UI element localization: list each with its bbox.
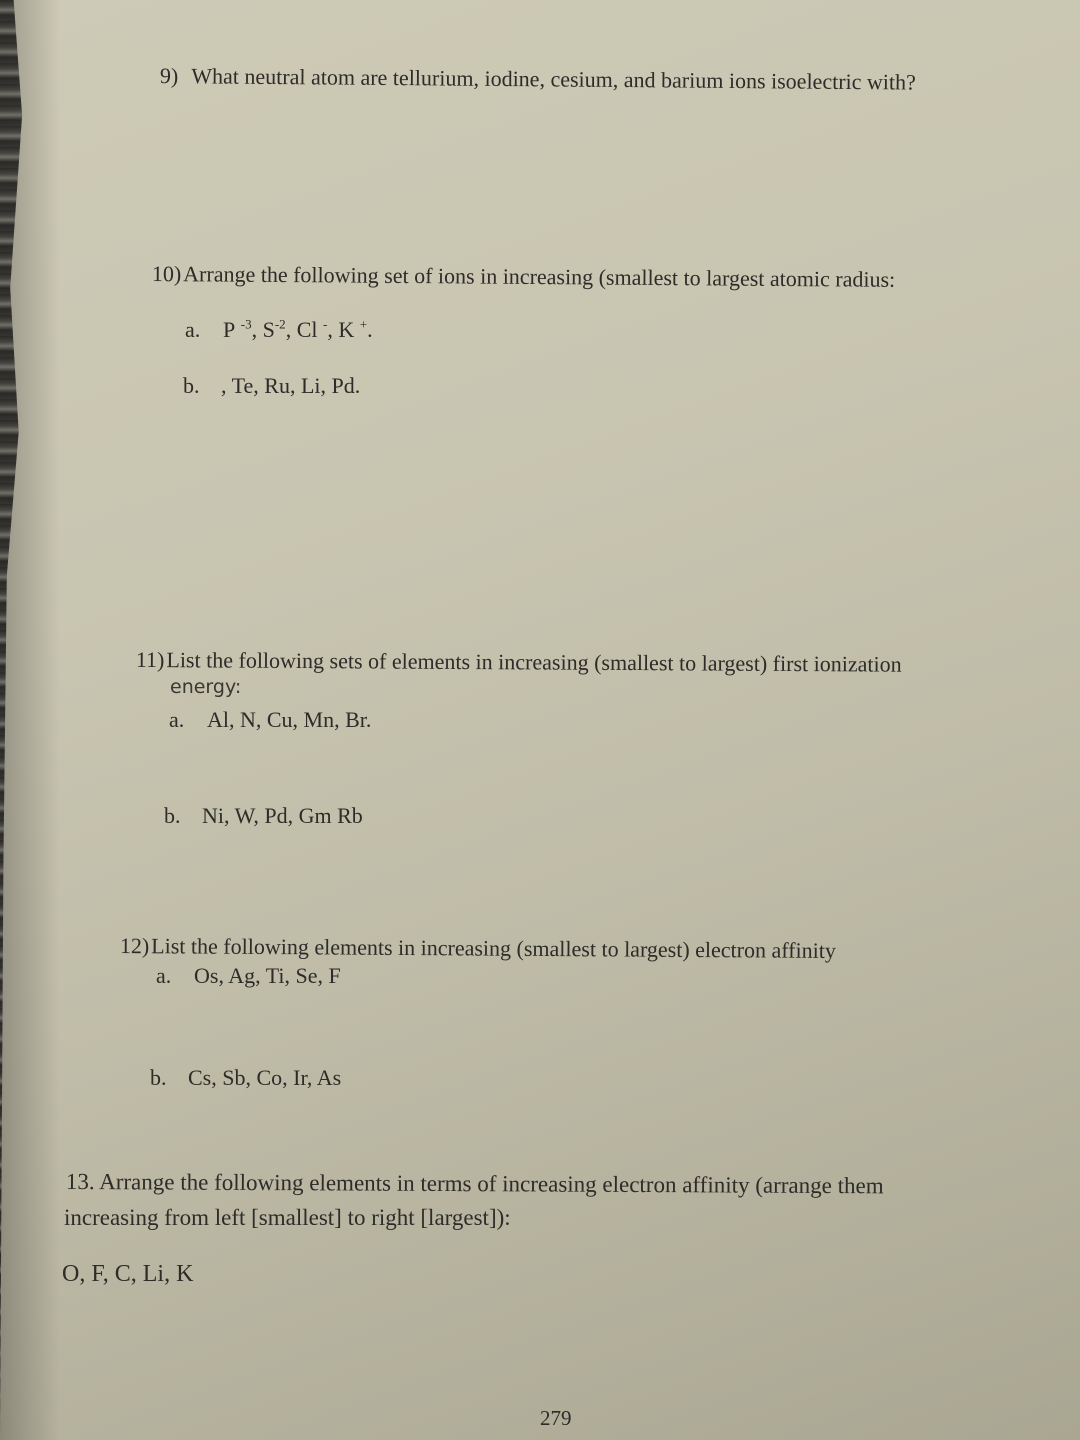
question-11 — [136, 646, 902, 678]
question-11b-label: b. — [164, 803, 181, 828]
question-13-elements-text: O, F, C, Li, K — [62, 1261, 194, 1287]
question-9-text: What neutral atom are tellurium, iodine, cesium, and barium ions isoelectric with? — [191, 63, 916, 95]
question-12 — [120, 932, 836, 964]
question-12a-label: a. — [156, 963, 172, 988]
question-11-text-line2: energy: — [170, 676, 242, 698]
question-12-number: 12) — [119, 933, 150, 959]
question-11-line2 — [170, 676, 241, 700]
question-12b — [150, 1064, 341, 1092]
page-number: 279 — [540, 1406, 572, 1430]
question-11a-label: a. — [169, 707, 185, 732]
question-11a-text: Al, N, Cu, Mn, Br. — [207, 707, 372, 732]
question-10-number: 10) — [151, 260, 182, 287]
question-9-number: 9) — [159, 62, 179, 89]
question-11b-text: Ni, W, Pd, Gm Rb — [202, 803, 363, 828]
ion-p: P $^{-3}$, — [223, 316, 263, 342]
question-11-text-line1: List the following sets of elements in increasing (smallest to largest) first ionization — [166, 647, 902, 677]
ion-k: K +. — [338, 316, 373, 342]
question-10a-ions — [223, 317, 373, 342]
ion-s: $S^{-2}$, — [262, 316, 297, 342]
question-12b-label: b. — [150, 1065, 167, 1090]
ion-cl: Cl -, — [296, 316, 339, 342]
question-10a — [185, 316, 373, 344]
question-11-number: 11) — [135, 647, 165, 673]
question-12b-text: Cs, Sb, Co, Ir, As — [188, 1065, 342, 1090]
question-13-line2 — [64, 1204, 511, 1233]
question-13-elements — [62, 1259, 193, 1289]
question-12-text: List the following elements in increasing (smallest to largest) electron affinity — [151, 933, 836, 963]
question-10-text: Arrange the following set of ions in increasing (smallest to largest atomic radius: — [183, 261, 896, 292]
question-9 — [160, 62, 916, 96]
question-12a — [156, 962, 341, 990]
question-10b — [183, 372, 360, 400]
question-10b-label: b. — [183, 373, 200, 398]
question-11a — [169, 706, 371, 734]
question-13-text-line1: 13. Arrange the following elements in terms of increasing electron affinity (arrange them — [65, 1169, 884, 1199]
question-12a-text: Os, Ag, Ti, Se, F — [194, 963, 341, 988]
question-13-line1 — [66, 1168, 884, 1201]
question-10b-text: , Te, Ru, Li, Pd. — [221, 373, 361, 398]
question-13-text-line2: increasing from left [smallest] to right [largest]): — [64, 1205, 511, 1230]
question-10a-label: a. — [185, 317, 201, 342]
question-10 — [152, 260, 896, 293]
question-11b — [164, 802, 363, 830]
